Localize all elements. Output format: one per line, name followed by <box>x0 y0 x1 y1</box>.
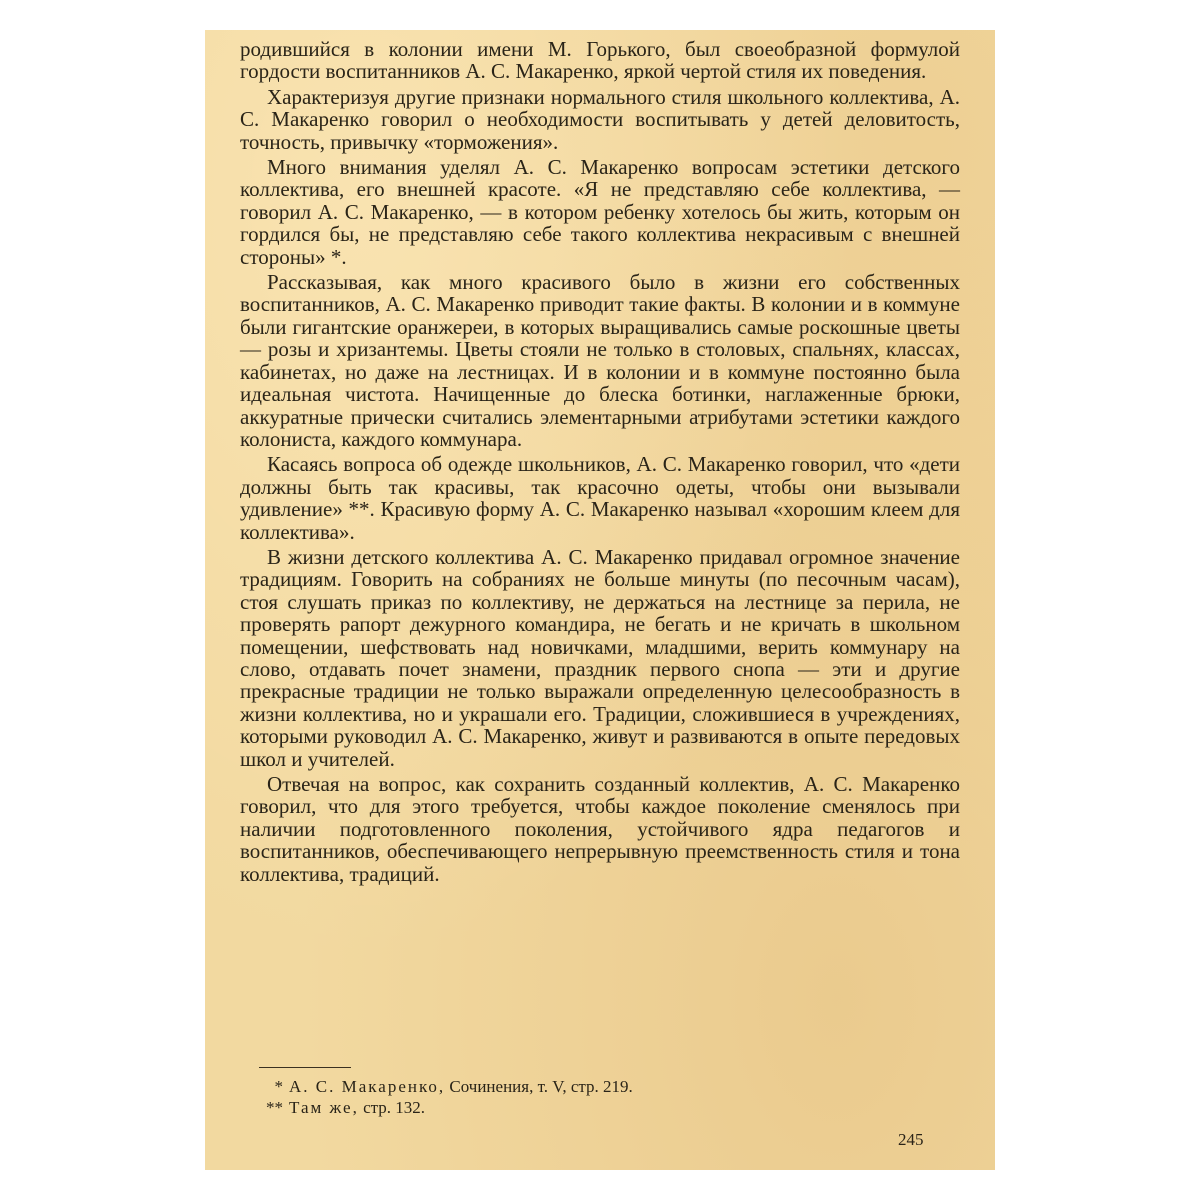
paragraph-3: Много внимания уделял А. С. Макаренко вопросам эстетики детского коллектива, его внешней красоте. «Я не представляю себе коллектива, — говорил А. С. Макаренко, — в котором ребенку хотелось бы жить, которым он гордился бы, не представляю себе такого коллектива некрасивым с внешней стороны» *. <box>240 155 960 269</box>
page-number: 245 <box>898 1130 924 1149</box>
footnote-mark: ** <box>266 1098 283 1117</box>
paragraph-6: В жизни детского коллектива А. С. Макаренко придавал огромное значение традициям. Говорить на собраниях не больше минуты (по песочным часам), стоя слушать приказ по коллективу, не держаться на лестнице за перила, не проверять рапорт дежурного командира, не бегать и не кричать в школьном помещении, шефствовать над новичками, младшими, верить коммунару на слово, отдавать почет знамени, праздник первого снопа — эти и другие прекрасные традиции не только выражали определенную целесообразность в жизни коллектива, но и украшали его. Традиции, сложившиеся в учреждениях, которыми руководил А. С. Макаренко, живут и развиваются в опыте передовых школ и учителей. <box>240 544 960 771</box>
footnotes <box>261 1076 633 1118</box>
footnote-1 <box>261 1076 633 1097</box>
footnote-divider <box>259 1067 351 1068</box>
footnote-2 <box>261 1097 633 1118</box>
paragraph-4: Рассказывая, как много красивого было в жизни его собственных воспитанников, А. С. Макаренко приводит такие факты. В колонии и в коммуне были гигантские оранжереи, в которых выращивались самые роскошные цветы — розы и хризантемы. Цветы стояли не только в столовых, спальнях, классах, кабинетах, но даже на лестницах. И в колонии и в коммуне постоянно была идеальная чистота. Начищенные до блеска ботинки, наглаженные брюки, аккуратные прически считались элементарными атрибутами эстетики каждого колониста, каждого коммунара. <box>240 270 960 451</box>
paragraph-5: Касаясь вопроса об одежде школьников, А. С. Макаренко говорил, что «дети должны быть так красивы, так красочно одеты, чтобы они вызывали удивление» **. Красивую форму А. С. Макаренко называл «хорошим клеем для коллектива». <box>240 452 960 544</box>
paragraph-7: Отвечая на вопрос, как сохранить созданный коллектив, А. С. Макаренко говорил, что для этого требуется, чтобы каждое поколение сменялось при наличии подготовленного поколения, устойчивого ядра педагогов и воспитанников, обеспечивающего непрерывную преемственность стиля и тона коллектива, традиций. <box>240 772 960 886</box>
footnote-author: А. С. Макаренко, <box>289 1077 446 1096</box>
footnote-source: Сочинения, т. V, стр. 219. <box>449 1077 633 1096</box>
footnote-mark: * <box>274 1077 283 1096</box>
paragraph-1: родившийся в колонии имени М. Горького, был своеобразной формулой гордости воспитанников А. С. Макаренко, яркой чертой стиля их поведения. <box>240 37 960 84</box>
paragraph-2: Характеризуя другие признаки нормального стиля школьного коллектива, А. С. Макаренко говорил о необходимости воспитывать у детей деловитость, точность, привычку «торможения». <box>240 84 960 154</box>
footnote-author: Там же, <box>289 1098 359 1117</box>
body-text <box>240 38 960 885</box>
footnote-source: стр. 132. <box>363 1098 426 1117</box>
book-page <box>205 30 995 1170</box>
